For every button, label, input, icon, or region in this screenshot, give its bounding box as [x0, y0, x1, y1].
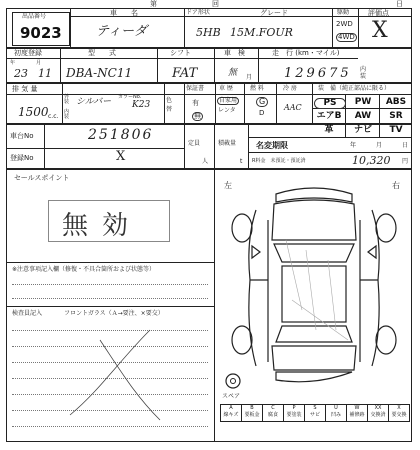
sheet-suffix: 日 [396, 0, 403, 8]
first-reg-year: 23 [14, 67, 28, 80]
grade-label: グレード [260, 9, 288, 17]
reg-label: 登録No [10, 154, 34, 162]
history-own: 自家用 [219, 97, 238, 104]
equip-leather: 革 [324, 125, 334, 135]
grade-value: 15M.FOUR [230, 26, 293, 39]
strike-mark [60, 320, 170, 430]
ac-value: AAC [284, 103, 302, 112]
drive-4wd: 4WD [338, 33, 355, 41]
lot-number: 9023 [20, 24, 62, 42]
sheet-prefix: 第 [150, 0, 157, 8]
invalid-stamp-text: 無効 [62, 211, 143, 241]
ac-label: 冷 房 [283, 85, 297, 92]
capacity-label: 定員 [188, 140, 201, 147]
interior-label: 内装 [64, 109, 70, 120]
warranty-no: 無 [194, 112, 201, 120]
shift-value: FAT [172, 66, 198, 81]
fuel-d: D [259, 109, 265, 117]
deadline-day: 日 [402, 142, 409, 149]
inspector-label: 検査員記入 [12, 310, 43, 317]
displacement-unit: c.c. [48, 113, 59, 120]
legend-s: S サビ [305, 405, 326, 421]
deadline-month: 月 [376, 142, 383, 149]
warranty-label: 保証書 [186, 85, 205, 92]
shift-label: シフト [170, 49, 191, 57]
door-value: 5HB [196, 26, 221, 39]
car-name-label: 車 名 [110, 9, 138, 17]
first-reg-label: 初度登録 [14, 49, 42, 57]
door-label: ドア形状 [186, 9, 210, 16]
year-label: 年 [10, 60, 16, 66]
history-label: 車 歴 [219, 85, 233, 92]
recycle-amount: 10,320 [352, 154, 391, 167]
sales-point-label: セールスポイント [14, 174, 70, 182]
car-diagram [216, 180, 412, 390]
recycle-fee-label: R料金 未預託・預託済 [252, 158, 306, 164]
recycle-yen: 円 [402, 158, 409, 165]
legend-u: U 凹み [326, 405, 347, 421]
equip-airbag: エアB [316, 111, 342, 121]
legend-p: P 要塗装 [284, 405, 305, 421]
load-label: 積載量 [218, 140, 237, 147]
legend-x: X 要交換 [391, 405, 407, 418]
displacement-value: 1500 [18, 105, 49, 119]
drive-label: 駆動 [337, 9, 350, 16]
lot-label: 出品番号 [22, 13, 47, 20]
model-value: DBA-NC11 [66, 66, 133, 80]
deadline-year: 年 [350, 142, 357, 149]
equip-sr: SR [389, 111, 403, 121]
equip-abs: ABS [385, 97, 407, 107]
equip-aw: AW [354, 111, 372, 121]
legend-b: B 要板金 [242, 405, 263, 421]
car-name-value: ティーダ [96, 24, 147, 39]
mileage-value: 129675 [284, 66, 352, 81]
spare-tire-icon [224, 372, 242, 390]
left-label: 左 [224, 181, 232, 190]
notes-label: ※注意事項記入欄（修復・不具合箇所および状態等） [12, 266, 156, 273]
spare-label: スペア [222, 393, 241, 400]
fuel-g: G [256, 97, 268, 107]
color-no-label: カラーNo. [118, 94, 142, 100]
color-code: K23 [132, 100, 151, 110]
sheet-mid: 回 [212, 0, 219, 8]
reg-value: X [116, 149, 126, 164]
chassis-value: 251806 [88, 127, 154, 143]
mileage-label: 走 行 (km・マイル) [272, 49, 340, 57]
score-label: 評価点 [368, 9, 389, 17]
legend-w: W 補修跡 [347, 405, 368, 421]
windshield-label: フロントガラス（Ａ→要注、×要交） [64, 310, 164, 317]
score-value: X [372, 18, 388, 43]
inspection-month-label: 月 [246, 74, 253, 81]
exterior-label: 外装 [64, 94, 70, 105]
color-change-label: 色替 [166, 97, 173, 113]
mileage-suffix: 内装 [360, 66, 367, 80]
first-reg-month: 11 [38, 67, 52, 80]
equip-ps: PS [314, 98, 346, 109]
drive-2wd: 2WD [336, 20, 353, 28]
legend-c: C 腐食 [263, 405, 284, 421]
exterior-color: シルバー [76, 97, 112, 107]
inspection-label: 車 検 [224, 49, 245, 57]
fuel-label: 燃 料 [250, 85, 264, 92]
inspection-value: 無 [228, 68, 238, 78]
name-change-label: 名変期限 [256, 141, 288, 150]
warranty-yes: 有 [192, 99, 199, 107]
month-label: 月 [36, 60, 42, 66]
legend-a: A 線キズ [221, 405, 242, 421]
equip-navi: ナビ [353, 125, 372, 135]
displacement-label: 排 気 量 [12, 85, 38, 93]
legend-table [220, 404, 410, 422]
right-label: 右 [392, 181, 400, 190]
equipment-label: 装 備（純正部品に限る） [318, 85, 391, 92]
ton-unit: t [240, 158, 243, 165]
equip-pw: PW [354, 97, 372, 107]
legend-xx: XX 交換済 [368, 405, 389, 421]
model-label: 型 式 [88, 49, 116, 57]
chassis-label: 車台No [10, 132, 34, 140]
equip-tv: TV [389, 125, 403, 135]
person-unit: 人 [202, 158, 209, 165]
history-rent: レンタ [218, 107, 236, 114]
